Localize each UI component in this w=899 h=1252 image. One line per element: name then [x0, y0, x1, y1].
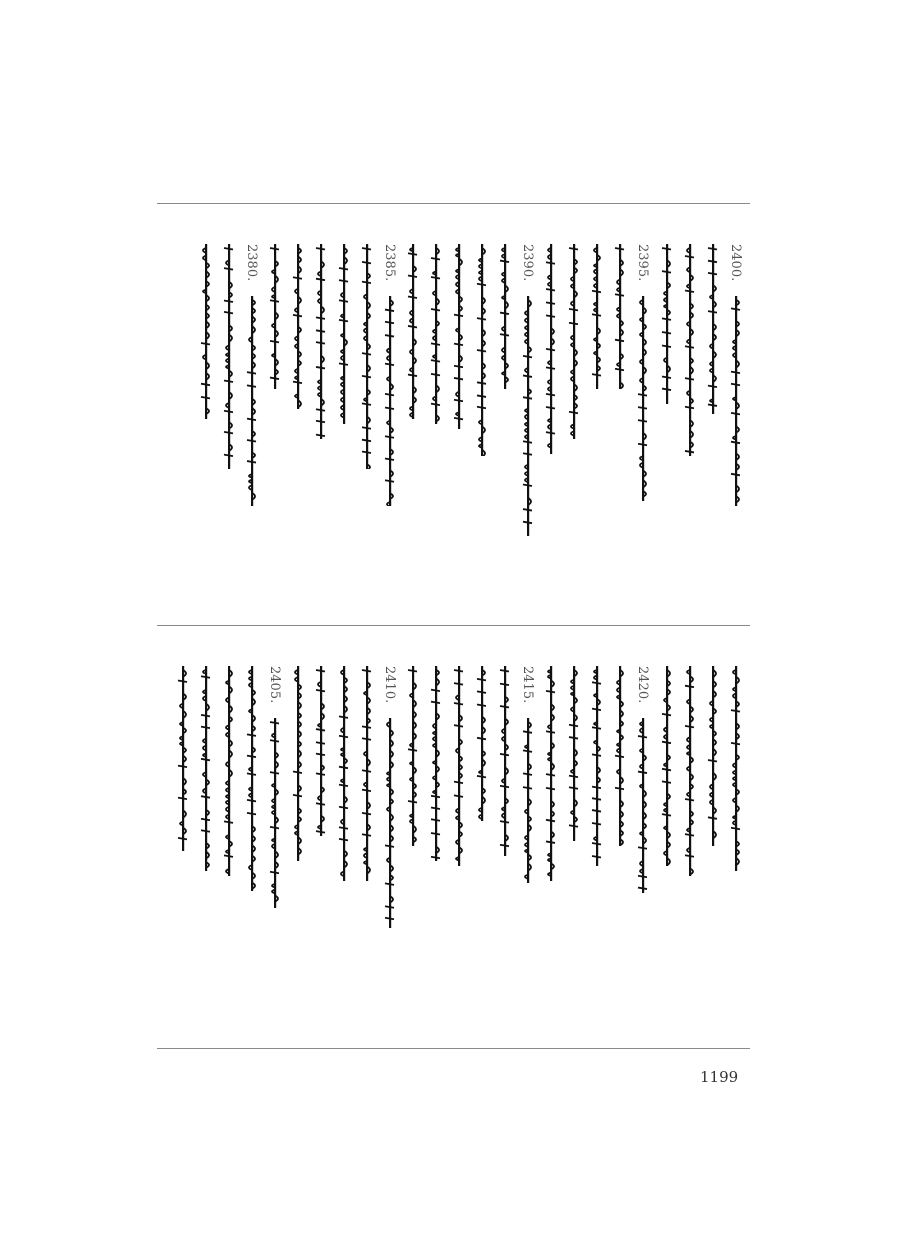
- line-number: 2390.: [520, 244, 535, 282]
- mongolian-script-line: [544, 666, 557, 881]
- bottom-rule: [157, 1048, 750, 1049]
- line-number: 2410.: [382, 666, 397, 704]
- mongolian-script-line: [222, 244, 235, 469]
- script-line: [613, 666, 626, 846]
- line-number: 2420.: [635, 666, 650, 704]
- text-column: [266, 666, 284, 908]
- page-number: 1199: [700, 1068, 739, 1086]
- text-column: [335, 244, 353, 424]
- mongolian-script-line: [176, 666, 189, 851]
- text-column: [542, 244, 560, 454]
- text-column: [519, 666, 537, 883]
- mongolian-script-line: [498, 244, 511, 389]
- mongolian-script-line: [706, 666, 719, 846]
- text-column: [197, 244, 215, 419]
- script-line: [706, 244, 719, 414]
- script-line: [729, 296, 742, 506]
- text-column: [358, 244, 376, 469]
- text-column: [243, 666, 261, 891]
- line-number: 2385.: [382, 244, 397, 282]
- mongolian-script-line: [660, 666, 673, 866]
- script-line: [383, 718, 396, 928]
- mongolian-script-line: [429, 244, 442, 424]
- mongolian-script-line: [498, 666, 511, 856]
- script-line: [337, 666, 350, 881]
- script-line: [729, 666, 742, 871]
- text-column: [542, 666, 560, 881]
- text-column: [220, 244, 238, 469]
- text-column: [266, 244, 284, 389]
- mongolian-script-line: [590, 244, 603, 389]
- script-line: [498, 666, 511, 856]
- text-column: [197, 666, 215, 871]
- mongolian-script-line: [245, 296, 258, 506]
- script-line: [636, 296, 649, 501]
- script-line: [660, 666, 673, 866]
- text-column: [289, 244, 307, 409]
- mongolian-script-line: [521, 296, 534, 536]
- mongolian-script-line: [729, 296, 742, 506]
- line-number: 2400.: [728, 244, 743, 282]
- text-column: [565, 244, 583, 439]
- text-column: [473, 666, 491, 821]
- mongolian-script-line: [521, 718, 534, 883]
- script-line: [268, 244, 281, 389]
- mongolian-script-line: [683, 666, 696, 876]
- mongolian-script-line: [406, 244, 419, 419]
- text-column: [727, 666, 745, 871]
- top-rule: [157, 203, 750, 204]
- mongolian-script-line: [613, 666, 626, 846]
- text-column: [519, 244, 537, 536]
- script-line: [406, 244, 419, 419]
- mongolian-script-line: [337, 666, 350, 881]
- text-column: [473, 244, 491, 456]
- script-line: [291, 666, 304, 861]
- text-column: [681, 244, 699, 456]
- mongolian-script-line: [406, 666, 419, 846]
- middle-rule: [157, 625, 750, 626]
- text-column: [634, 666, 652, 893]
- mongolian-script-line: [337, 244, 350, 424]
- script-line: [452, 666, 465, 866]
- script-line: [360, 244, 373, 469]
- line-number: 2415.: [520, 666, 535, 704]
- line-number: 2380.: [244, 244, 259, 282]
- text-column: [634, 244, 652, 501]
- script-line: [544, 244, 557, 454]
- text-column: [727, 244, 745, 506]
- text-column: [335, 666, 353, 881]
- text-column: [312, 666, 330, 836]
- script-line: [475, 244, 488, 456]
- mongolian-script-line: [567, 666, 580, 841]
- mongolian-script-line: [636, 718, 649, 893]
- text-column: [220, 666, 238, 876]
- text-column: [450, 666, 468, 866]
- text-column: [427, 244, 445, 424]
- text-column: [358, 666, 376, 881]
- script-line: [429, 666, 442, 861]
- script-line: [683, 244, 696, 456]
- mongolian-script-line: [590, 666, 603, 866]
- mongolian-script-line: [360, 666, 373, 881]
- text-column: [312, 244, 330, 439]
- script-line: [429, 244, 442, 424]
- script-line: [660, 244, 673, 404]
- script-line: [268, 718, 281, 908]
- text-column: [404, 666, 422, 846]
- text-column: [496, 666, 514, 856]
- mongolian-script-line: [314, 666, 327, 836]
- script-line: [360, 666, 373, 881]
- script-line: [245, 666, 258, 891]
- text-column: [381, 666, 399, 928]
- text-column: [450, 244, 468, 429]
- mongolian-script-line: [544, 244, 557, 454]
- mongolian-script-line: [636, 296, 649, 501]
- mongolian-script-line: [199, 666, 212, 871]
- script-line: [337, 244, 350, 424]
- text-column: [658, 666, 676, 866]
- text-column: [496, 244, 514, 389]
- mongolian-script-line: [706, 244, 719, 414]
- mongolian-script-line: [475, 666, 488, 821]
- mongolian-script-line: [452, 244, 465, 429]
- script-line: [291, 244, 304, 409]
- script-line: [521, 718, 534, 883]
- mongolian-script-line: [660, 244, 673, 404]
- mongolian-script-line: [383, 718, 396, 928]
- mongolian-script-line: [683, 244, 696, 456]
- script-line: [406, 666, 419, 846]
- script-line: [521, 296, 534, 536]
- script-line: [590, 666, 603, 866]
- script-line: [567, 666, 580, 841]
- script-line: [683, 666, 696, 876]
- script-line: [383, 296, 396, 506]
- mongolian-script-line: [199, 244, 212, 419]
- mongolian-script-line: [360, 244, 373, 469]
- script-line: [314, 244, 327, 439]
- mongolian-script-line: [729, 666, 742, 871]
- text-column: [243, 244, 261, 506]
- text-column: [174, 666, 192, 851]
- script-line: [636, 718, 649, 893]
- mongolian-script-line: [314, 244, 327, 439]
- script-line: [475, 666, 488, 821]
- script-line: [613, 244, 626, 389]
- mongolian-script-line: [245, 666, 258, 891]
- text-column: [704, 244, 722, 414]
- mongolian-script-line: [291, 666, 304, 861]
- script-line: [222, 244, 235, 469]
- text-column: [588, 666, 606, 866]
- script-line: [199, 244, 212, 419]
- mongolian-script-line: [567, 244, 580, 439]
- text-column: [588, 244, 606, 389]
- text-column: [704, 666, 722, 846]
- script-line: [544, 666, 557, 881]
- mongolian-script-line: [268, 718, 281, 908]
- script-line: [498, 244, 511, 389]
- mongolian-script-line: [429, 666, 442, 861]
- mongolian-script-line: [222, 666, 235, 876]
- text-column: [289, 666, 307, 861]
- script-line: [176, 666, 189, 851]
- text-column: [565, 666, 583, 841]
- mongolian-script-line: [452, 666, 465, 866]
- script-line: [314, 666, 327, 836]
- mongolian-script-line: [613, 244, 626, 389]
- script-line: [452, 244, 465, 429]
- text-column: [658, 244, 676, 404]
- text-column: [381, 244, 399, 506]
- script-line: [590, 244, 603, 389]
- script-line: [567, 244, 580, 439]
- script-line: [222, 666, 235, 876]
- mongolian-script-line: [268, 244, 281, 389]
- mongolian-script-line: [291, 244, 304, 409]
- mongolian-script-line: [475, 244, 488, 456]
- line-number: 2405.: [267, 666, 282, 704]
- text-column: [681, 666, 699, 876]
- script-line: [245, 296, 258, 506]
- text-column: [427, 666, 445, 861]
- text-column: [611, 244, 629, 389]
- script-line: [199, 666, 212, 871]
- script-line: [706, 666, 719, 846]
- line-number: 2395.: [635, 244, 650, 282]
- text-column: [611, 666, 629, 846]
- text-column: [404, 244, 422, 419]
- mongolian-script-line: [383, 296, 396, 506]
